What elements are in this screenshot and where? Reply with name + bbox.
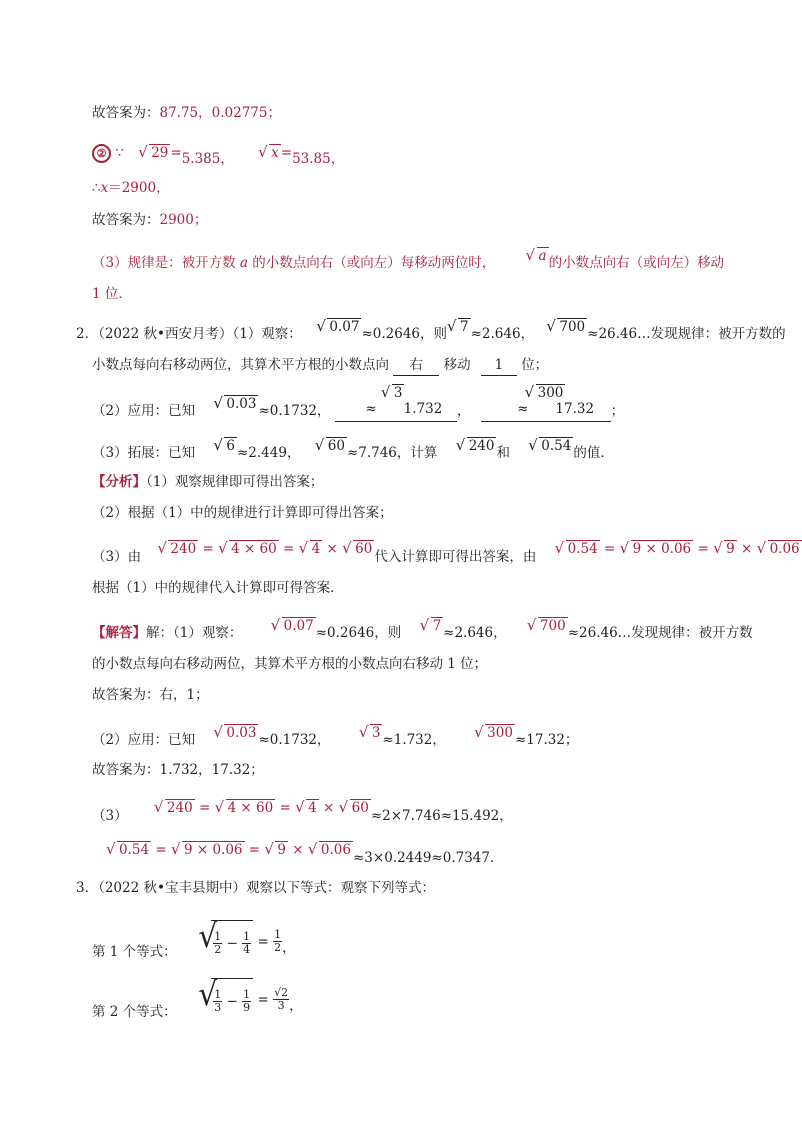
- solution-line-3: （2）应用：已知 √ 0.03 ≈0.1732， √ 3 ≈1.732， √ 300 ≈17.32；: [92, 730, 578, 750]
- question-number: 2．: [76, 326, 99, 342]
- sol-eq-240: √ 240 = √ 4 × 60 = √ 4 × √ 60: [154, 798, 371, 818]
- answer-prefix: 故答案为：: [92, 105, 160, 121]
- solution-answer-1: 故答案为：右，1；: [92, 687, 209, 703]
- q2-application: （2）应用：已知 √ 0.03 ≈0.1732， √ 3 ≈ 1.732 ， √ 300 ≈ 17.32 ；: [92, 401, 624, 422]
- sqrt-29-expr: √ 29 =5.385，: [138, 145, 238, 161]
- sol-sqrt-7-expr: [420, 618, 444, 641]
- frac-1-3: √ $\frac{1}{3}$: [214, 988, 222, 1014]
- answer-values: 87.75，0.02775；: [159, 105, 281, 121]
- sqrt-4x60: √ 4 × 60: [218, 541, 279, 557]
- sqrt-4: √ 4: [299, 541, 323, 557]
- sqrt-x-expr: √ x =53.85，: [258, 145, 344, 161]
- sol-sqrt-0.03: √ 0.03: [213, 725, 258, 741]
- sol-sqrt-700: √ 700: [527, 618, 568, 634]
- q3-line-1: 3．（2022 秋•宝丰县期中）观察以下等式：观察下列等式：: [76, 880, 435, 896]
- analysis-eq-240: √ 240 = √ 4 × 60 = √ 4 × √ 60: [157, 539, 374, 559]
- frac-1-2: √ $\frac{1}{2}$: [214, 930, 222, 956]
- solution-line-2: 的小数点每向右移动两位，其算术平方根的小数点向右移动 1 位；: [92, 656, 488, 672]
- therefore-line: ∴x＝2900，: [92, 180, 170, 196]
- sol-sqrt-300: √ 300: [474, 725, 515, 741]
- solution-line-4: （3） √ 240 = √ 4 × 60 = √ 4 × √ 60 ≈2×7.746≈15.492，: [92, 806, 513, 826]
- sqrt-a: √ a: [526, 248, 549, 264]
- answer-line-1: [92, 103, 281, 123]
- equation-1-label: 第 1 个等式：: [92, 943, 177, 960]
- sqrt-60-a: √ 60: [342, 541, 374, 557]
- sqrt-0.54-a: √ 0.54: [555, 541, 600, 557]
- sol-sqrt-0.54: √ 0.54: [106, 842, 151, 858]
- sol-sqrt-7: √ 7: [420, 618, 444, 634]
- sol-sqrt-240: √ 240: [154, 800, 195, 816]
- sol-sqrt-700-expr: [527, 618, 568, 641]
- sol-sqrt-0.07-expr: [271, 618, 316, 641]
- rule-line-cont: 1 位．: [92, 286, 132, 302]
- eq1-sqrt: √ $\frac{1}{2}$ − $\frac{1}{4}$: [199, 920, 253, 964]
- rule-line: （3）规律是：被开方数 a 的小数点向右（或向左）每移动两位时， √ a 的小数点向右（或向左）移动: [92, 253, 724, 273]
- sqrt-9x0.06: √ 9 × 0.06: [620, 541, 694, 557]
- blank-digits: 1: [481, 355, 517, 376]
- step-2-line: [92, 143, 345, 167]
- sqrt-0.54: √ 0.54: [528, 438, 573, 454]
- sol-sqrt-4: √ 4: [295, 800, 319, 816]
- sol-sqrt-4x60: √ 4 × 60: [215, 800, 276, 816]
- sqrt-60: √ 60: [315, 438, 347, 454]
- because-symbol: ∵: [115, 145, 124, 161]
- sqrt-0.06: √ 0.06: [757, 541, 802, 557]
- sqrt-0.03: √ 0.03: [213, 396, 258, 412]
- solution-line-5: √ 0.54 = √ 9 × 0.06 = √ 9 × √ 0.06 ≈3×0.2449≈0.7347．: [106, 848, 503, 868]
- frac-1-4: $\frac{1}{4}$: [243, 930, 251, 956]
- solution-tag: 【解答】: [92, 625, 146, 641]
- equation-2-label: 第 2 个等式：: [92, 1003, 177, 1020]
- blank-direction: 右: [393, 355, 439, 376]
- frac-result-2: $\frac{√2}{3}$: [274, 986, 289, 1013]
- answer-line-2: 故答案为：2900；: [92, 212, 208, 228]
- sqrt-240-a: √ 240: [157, 541, 198, 557]
- sol-sqrt-9x0.06: √ 9 × 0.06: [171, 842, 245, 858]
- analysis-eq-054: √ 0.54 = √ 9 × 0.06 = √ 9 × √ 0.06: [555, 539, 802, 559]
- blank-sqrt3: √ 3 ≈ 1.732: [335, 401, 457, 422]
- solution-answer-2: 故答案为：1.732，17.32；: [92, 762, 264, 778]
- sol-sqrt-60: √ 60: [339, 800, 371, 816]
- analysis-line-1: 【分析】（1）观察规律即可得出答案；: [92, 474, 324, 490]
- sol-sqrt-9: √ 9: [264, 842, 288, 858]
- frac-1-9: $\frac{1}{9}$: [243, 988, 251, 1014]
- q3-equation-2: 第 2 个等式： √ $\frac{1}{3}$ − $\frac{1}{9}$ = $\frac{√2}{3}$ ，: [92, 978, 303, 1022]
- analysis-tag: 【分析】: [92, 474, 146, 490]
- analysis-line-2: （2）根据（1）中的规律进行计算即可得出答案；: [92, 505, 393, 521]
- blank-sqrt300: √ 300 ≈ 17.32: [481, 401, 611, 422]
- sqrt-9: √ 9: [713, 541, 737, 557]
- analysis-line-3: （3）由 √ 240 = √ 4 × 60 = √ 4 × √ 60 代入计算即可得出答案，由 √ 0.54 = √ 9 × 0.06 = √ 9 × √ 0.06: [92, 547, 802, 567]
- q2-line-2: 小数点每向右移动两位，其算术平方根的小数点向 右 移动 1 位；: [92, 355, 548, 376]
- question-number: 3．: [76, 880, 99, 896]
- step-2-marker: ②: [92, 144, 111, 163]
- sol-sqrt-0.07: √ 0.07: [271, 618, 316, 634]
- sol-sqrt-0.06: √ 0.06: [308, 842, 353, 858]
- q2-line-1: 2．（2022 秋•西安月考）（1）观察： √ 0.07 ≈0.2646，则√ 7 ≈2.646， √ 700 ≈26.46…发现规律：被开方数的: [76, 324, 786, 344]
- sqrt-29: √ 29: [138, 145, 170, 161]
- sqrt-240: √ 240: [456, 438, 497, 454]
- eq2-sqrt: √ $\frac{1}{3}$ − $\frac{1}{9}$: [199, 978, 253, 1022]
- q2-extension: （3）拓展：已知 √ 6 ≈2.449， √ 60 ≈7.746，计算 √ 240 和 √ 0.54 的值．: [92, 443, 614, 463]
- sqrt-700: √ 700: [546, 319, 587, 335]
- q3-equation-1: 第 1 个等式： √ $\frac{1}{2}$ − $\frac{1}{4}$ = $\frac{1}{2}$ ，: [92, 920, 296, 964]
- sol-sqrt-3: √ 3: [359, 725, 383, 741]
- frac-result-1: $\frac{1}{2}$: [274, 928, 282, 955]
- analysis-line-4: 根据（1）中的规律代入计算即可得答案．: [92, 580, 344, 596]
- sol-eq-054: √ 0.54 = √ 9 × 0.06 = √ 9 × √ 0.06: [106, 840, 353, 860]
- sqrt-6: √ 6: [213, 438, 237, 454]
- sqrt-7: √ 7: [447, 319, 471, 335]
- sqrt-300: √ 300: [525, 385, 566, 401]
- sqrt-x: √ x: [258, 145, 281, 161]
- solution-line-1: 【解答】解：（1）观察： √ 0.07 ≈0.2646，则 √ 7 ≈2.646， √ 700 ≈26.46…发现规律：被开方数: [92, 623, 753, 643]
- sqrt-3: √ 3: [381, 385, 405, 401]
- sqrt-0.07: √ 0.07: [316, 319, 361, 335]
